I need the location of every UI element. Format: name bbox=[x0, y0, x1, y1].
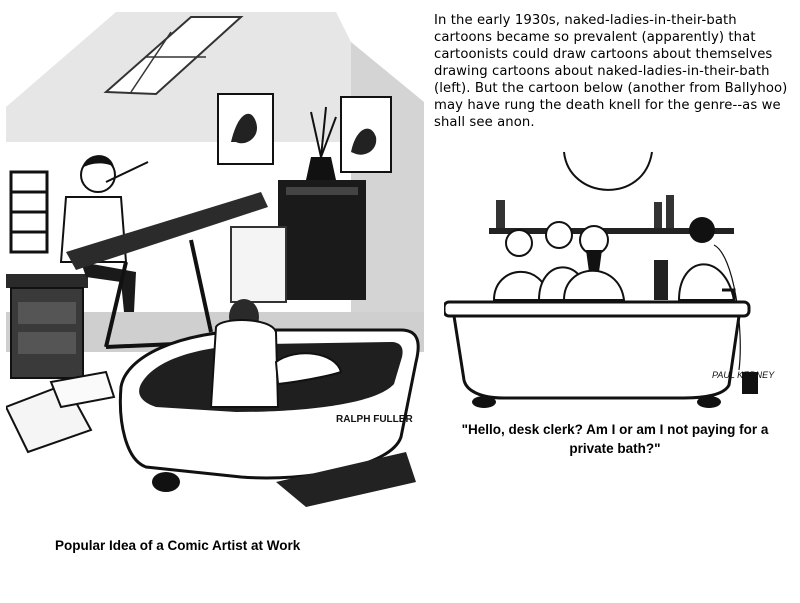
left-cartoon-caption: Popular Idea of a Comic Artist at Work bbox=[55, 538, 301, 553]
right-cartoon-caption: "Hello, desk clerk? Am I or am I not paying for a private bath?" bbox=[461, 422, 769, 456]
right-cartoon-signature: PAUL KERNEY bbox=[712, 370, 775, 380]
intro-paragraph: In the early 1930s, naked-ladies-in-their-bath cartoons became so prevalent (apparently) that cartoonists could draw cartoons about themselves drawing cartoons about naked-ladies-in-their-bath (left). But the cartoon below (another from Ballyhoo) may have rung the death knell for the genre--as we shall see anon. bbox=[434, 13, 788, 130]
left-cartoon-signature: RALPH FULLER bbox=[336, 414, 413, 425]
left-cartoon-illustration bbox=[6, 12, 424, 512]
right-cartoon-illustration bbox=[444, 150, 789, 412]
